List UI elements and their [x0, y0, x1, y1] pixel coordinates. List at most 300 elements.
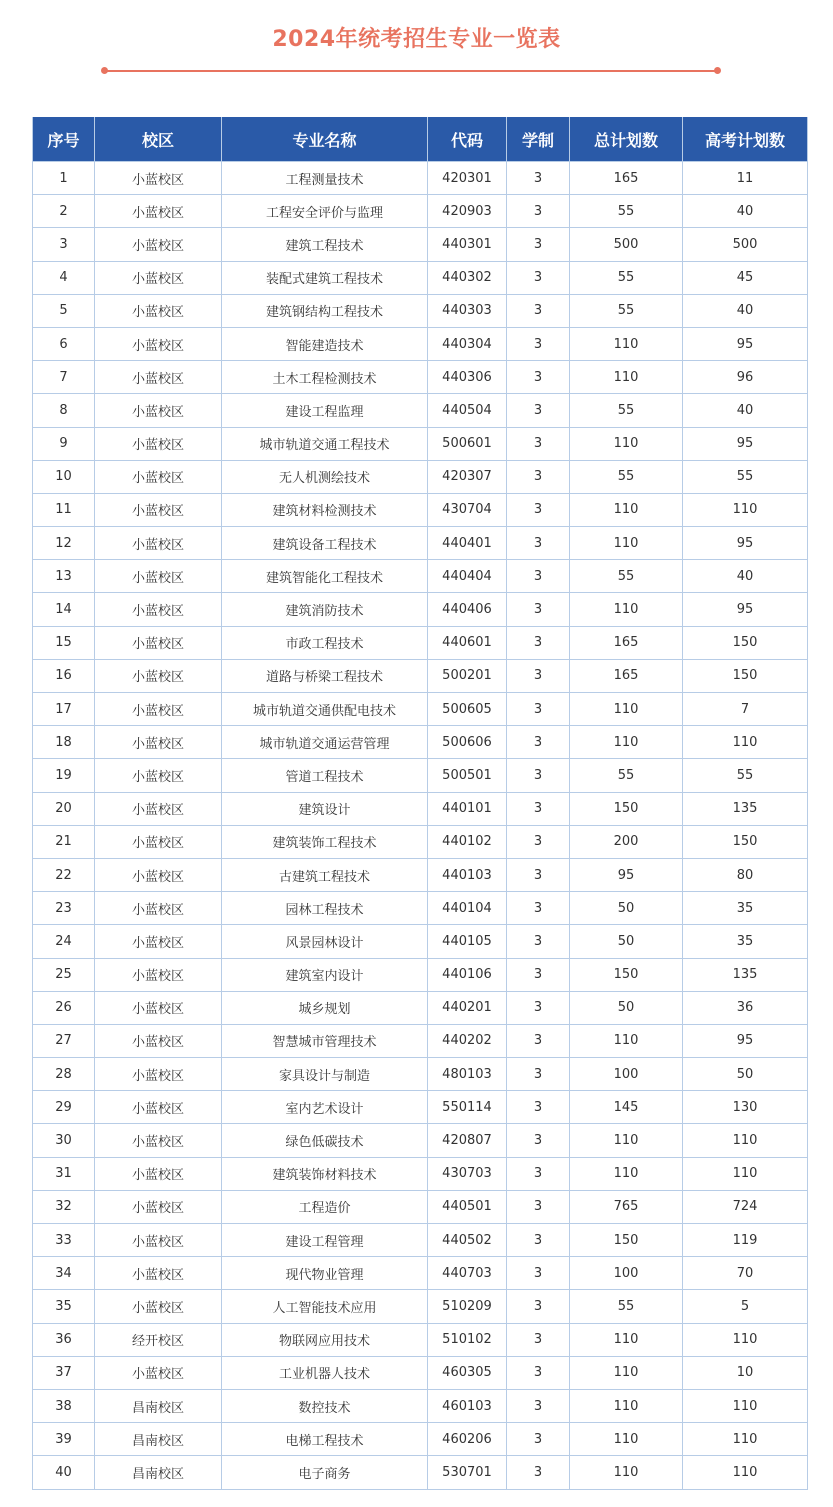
enrollment-table-container	[32, 117, 800, 1490]
cell-major: 工程测量技术	[222, 162, 428, 195]
cell-index: 21	[33, 825, 95, 858]
cell-campus: 小蓝校区	[95, 427, 222, 460]
cell-total-plan: 55	[570, 1290, 683, 1323]
cell-years: 3	[507, 294, 570, 327]
cell-gaokao-plan: 110	[683, 1389, 808, 1422]
cell-code: 530701	[428, 1456, 507, 1489]
cell-major: 管道工程技术	[222, 759, 428, 792]
cell-years: 3	[507, 560, 570, 593]
cell-years: 3	[507, 1091, 570, 1124]
cell-gaokao-plan: 5	[683, 1290, 808, 1323]
cell-total-plan: 150	[570, 958, 683, 991]
cell-code: 440406	[428, 593, 507, 626]
cell-gaokao-plan: 95	[683, 593, 808, 626]
cell-campus: 小蓝校区	[95, 493, 222, 526]
cell-total-plan: 110	[570, 493, 683, 526]
cell-code: 460103	[428, 1389, 507, 1422]
header-index: 序号	[33, 117, 95, 162]
table-row	[33, 1257, 808, 1290]
header-total-plan: 总计划数	[570, 117, 683, 162]
cell-index: 37	[33, 1356, 95, 1389]
cell-index: 9	[33, 427, 95, 460]
cell-gaokao-plan: 55	[683, 460, 808, 493]
cell-campus: 小蓝校区	[95, 792, 222, 825]
cell-campus: 小蓝校区	[95, 460, 222, 493]
cell-total-plan: 100	[570, 1257, 683, 1290]
cell-campus: 小蓝校区	[95, 991, 222, 1024]
cell-gaokao-plan: 10	[683, 1356, 808, 1389]
table-row	[33, 858, 808, 891]
cell-index: 31	[33, 1157, 95, 1190]
table-row	[33, 593, 808, 626]
cell-total-plan: 50	[570, 892, 683, 925]
cell-years: 3	[507, 1224, 570, 1257]
cell-years: 3	[507, 925, 570, 958]
cell-code: 500601	[428, 427, 507, 460]
table-row	[33, 1290, 808, 1323]
table-row	[33, 1024, 808, 1057]
cell-campus: 小蓝校区	[95, 1190, 222, 1223]
cell-years: 3	[507, 162, 570, 195]
cell-index: 2	[33, 195, 95, 228]
cell-total-plan: 110	[570, 427, 683, 460]
cell-major: 工程造价	[222, 1190, 428, 1223]
cell-gaokao-plan: 35	[683, 892, 808, 925]
cell-code: 550114	[428, 1091, 507, 1124]
cell-code: 480103	[428, 1058, 507, 1091]
cell-index: 10	[33, 460, 95, 493]
cell-index: 27	[33, 1024, 95, 1057]
cell-campus: 小蓝校区	[95, 1290, 222, 1323]
table-row	[33, 1190, 808, 1223]
cell-total-plan: 110	[570, 593, 683, 626]
cell-total-plan: 165	[570, 162, 683, 195]
cell-gaokao-plan: 110	[683, 1456, 808, 1489]
cell-years: 3	[507, 1157, 570, 1190]
cell-total-plan: 110	[570, 1456, 683, 1489]
table-row	[33, 991, 808, 1024]
table-row	[33, 195, 808, 228]
cell-major: 智能建造技术	[222, 327, 428, 360]
cell-code: 440304	[428, 327, 507, 360]
cell-gaokao-plan: 150	[683, 825, 808, 858]
table-row	[33, 626, 808, 659]
cell-gaokao-plan: 50	[683, 1058, 808, 1091]
table-row	[33, 1091, 808, 1124]
table-row	[33, 527, 808, 560]
cell-major: 智慧城市管理技术	[222, 1024, 428, 1057]
cell-major: 电子商务	[222, 1456, 428, 1489]
cell-index: 15	[33, 626, 95, 659]
cell-code: 500201	[428, 659, 507, 692]
cell-total-plan: 55	[570, 394, 683, 427]
cell-gaokao-plan: 40	[683, 294, 808, 327]
cell-campus: 昌南校区	[95, 1423, 222, 1456]
header-years: 学制	[507, 117, 570, 162]
cell-index: 29	[33, 1091, 95, 1124]
cell-campus: 小蓝校区	[95, 1224, 222, 1257]
cell-code: 440501	[428, 1190, 507, 1223]
cell-gaokao-plan: 110	[683, 1157, 808, 1190]
cell-total-plan: 110	[570, 361, 683, 394]
cell-code: 500605	[428, 693, 507, 726]
cell-major: 市政工程技术	[222, 626, 428, 659]
cell-total-plan: 165	[570, 626, 683, 659]
cell-total-plan: 110	[570, 1024, 683, 1057]
cell-code: 440404	[428, 560, 507, 593]
header-code: 代码	[428, 117, 507, 162]
cell-major: 城市轨道交通运营管理	[222, 726, 428, 759]
cell-campus: 小蓝校区	[95, 1157, 222, 1190]
cell-index: 25	[33, 958, 95, 991]
table-row	[33, 1356, 808, 1389]
cell-total-plan: 55	[570, 195, 683, 228]
cell-gaokao-plan: 150	[683, 626, 808, 659]
cell-campus: 小蓝校区	[95, 261, 222, 294]
cell-index: 14	[33, 593, 95, 626]
table-row	[33, 1224, 808, 1257]
cell-major: 建筑消防技术	[222, 593, 428, 626]
cell-code: 460305	[428, 1356, 507, 1389]
table-row	[33, 892, 808, 925]
table-row	[33, 1389, 808, 1422]
cell-gaokao-plan: 135	[683, 958, 808, 991]
cell-campus: 小蓝校区	[95, 693, 222, 726]
cell-gaokao-plan: 724	[683, 1190, 808, 1223]
cell-code: 440105	[428, 925, 507, 958]
cell-years: 3	[507, 195, 570, 228]
cell-index: 35	[33, 1290, 95, 1323]
cell-gaokao-plan: 40	[683, 394, 808, 427]
cell-major: 工程安全评价与监理	[222, 195, 428, 228]
cell-total-plan: 150	[570, 1224, 683, 1257]
cell-years: 3	[507, 1058, 570, 1091]
title-divider	[104, 70, 718, 72]
cell-total-plan: 50	[570, 991, 683, 1024]
cell-years: 3	[507, 460, 570, 493]
cell-total-plan: 110	[570, 726, 683, 759]
cell-gaokao-plan: 110	[683, 726, 808, 759]
cell-code: 440201	[428, 991, 507, 1024]
cell-years: 3	[507, 493, 570, 526]
cell-years: 3	[507, 427, 570, 460]
cell-index: 5	[33, 294, 95, 327]
cell-campus: 小蓝校区	[95, 1257, 222, 1290]
cell-gaokao-plan: 95	[683, 1024, 808, 1057]
cell-campus: 小蓝校区	[95, 162, 222, 195]
cell-gaokao-plan: 40	[683, 560, 808, 593]
cell-code: 440302	[428, 261, 507, 294]
table-row	[33, 493, 808, 526]
cell-code: 500606	[428, 726, 507, 759]
cell-code: 440303	[428, 294, 507, 327]
table-row	[33, 925, 808, 958]
cell-code: 440601	[428, 626, 507, 659]
cell-campus: 小蓝校区	[95, 958, 222, 991]
cell-index: 39	[33, 1423, 95, 1456]
cell-major: 电梯工程技术	[222, 1423, 428, 1456]
cell-code: 440102	[428, 825, 507, 858]
cell-years: 3	[507, 1124, 570, 1157]
cell-major: 城市轨道交通供配电技术	[222, 693, 428, 726]
cell-index: 40	[33, 1456, 95, 1489]
cell-code: 440504	[428, 394, 507, 427]
cell-total-plan: 55	[570, 261, 683, 294]
cell-years: 3	[507, 892, 570, 925]
cell-gaokao-plan: 150	[683, 659, 808, 692]
cell-index: 33	[33, 1224, 95, 1257]
cell-major: 建筑工程技术	[222, 228, 428, 261]
cell-code: 510209	[428, 1290, 507, 1323]
table-row	[33, 427, 808, 460]
table-row	[33, 1423, 808, 1456]
cell-campus: 小蓝校区	[95, 626, 222, 659]
cell-major: 建筑智能化工程技术	[222, 560, 428, 593]
cell-campus: 小蓝校区	[95, 560, 222, 593]
cell-years: 3	[507, 958, 570, 991]
cell-years: 3	[507, 1423, 570, 1456]
cell-total-plan: 110	[570, 327, 683, 360]
cell-gaokao-plan: 95	[683, 527, 808, 560]
cell-major: 工业机器人技术	[222, 1356, 428, 1389]
cell-major: 建筑钢结构工程技术	[222, 294, 428, 327]
cell-index: 1	[33, 162, 95, 195]
table-row	[33, 693, 808, 726]
cell-code: 420903	[428, 195, 507, 228]
table-row	[33, 1456, 808, 1489]
table-row	[33, 659, 808, 692]
cell-code: 500501	[428, 759, 507, 792]
cell-code: 420301	[428, 162, 507, 195]
cell-index: 32	[33, 1190, 95, 1223]
cell-campus: 经开校区	[95, 1323, 222, 1356]
cell-campus: 小蓝校区	[95, 527, 222, 560]
cell-index: 17	[33, 693, 95, 726]
cell-major: 建筑设备工程技术	[222, 527, 428, 560]
cell-campus: 小蓝校区	[95, 593, 222, 626]
cell-gaokao-plan: 110	[683, 493, 808, 526]
cell-campus: 小蓝校区	[95, 726, 222, 759]
cell-index: 24	[33, 925, 95, 958]
table-row	[33, 294, 808, 327]
table-row	[33, 228, 808, 261]
table-body	[33, 162, 808, 1490]
cell-major: 园林工程技术	[222, 892, 428, 925]
cell-gaokao-plan: 110	[683, 1323, 808, 1356]
cell-total-plan: 50	[570, 925, 683, 958]
cell-code: 440401	[428, 527, 507, 560]
cell-total-plan: 55	[570, 759, 683, 792]
cell-years: 3	[507, 228, 570, 261]
cell-gaokao-plan: 55	[683, 759, 808, 792]
cell-code: 460206	[428, 1423, 507, 1456]
cell-years: 3	[507, 527, 570, 560]
cell-years: 3	[507, 1290, 570, 1323]
cell-index: 28	[33, 1058, 95, 1091]
cell-major: 物联网应用技术	[222, 1323, 428, 1356]
cell-major: 风景园林设计	[222, 925, 428, 958]
cell-gaokao-plan: 119	[683, 1224, 808, 1257]
cell-index: 16	[33, 659, 95, 692]
table-row	[33, 759, 808, 792]
table-row	[33, 958, 808, 991]
cell-total-plan: 500	[570, 228, 683, 261]
cell-major: 建设工程监理	[222, 394, 428, 427]
cell-total-plan: 110	[570, 1356, 683, 1389]
cell-years: 3	[507, 1190, 570, 1223]
cell-campus: 小蓝校区	[95, 195, 222, 228]
divider-dot-left	[101, 67, 108, 74]
cell-index: 11	[33, 493, 95, 526]
cell-major: 无人机测绘技术	[222, 460, 428, 493]
table-row	[33, 1323, 808, 1356]
cell-major: 土木工程检测技术	[222, 361, 428, 394]
cell-campus: 小蓝校区	[95, 394, 222, 427]
cell-code: 430703	[428, 1157, 507, 1190]
cell-code: 430704	[428, 493, 507, 526]
cell-gaokao-plan: 130	[683, 1091, 808, 1124]
header-gaokao-plan: 高考计划数	[683, 117, 808, 162]
cell-code: 420807	[428, 1124, 507, 1157]
cell-gaokao-plan: 7	[683, 693, 808, 726]
cell-gaokao-plan: 96	[683, 361, 808, 394]
cell-campus: 小蓝校区	[95, 1091, 222, 1124]
cell-index: 38	[33, 1389, 95, 1422]
cell-total-plan: 765	[570, 1190, 683, 1223]
cell-gaokao-plan: 500	[683, 228, 808, 261]
cell-index: 19	[33, 759, 95, 792]
table-row	[33, 460, 808, 493]
cell-total-plan: 165	[570, 659, 683, 692]
cell-total-plan: 95	[570, 858, 683, 891]
cell-index: 30	[33, 1124, 95, 1157]
cell-major: 建筑材料检测技术	[222, 493, 428, 526]
cell-years: 3	[507, 759, 570, 792]
cell-years: 3	[507, 858, 570, 891]
cell-code: 440103	[428, 858, 507, 891]
cell-years: 3	[507, 693, 570, 726]
cell-index: 12	[33, 527, 95, 560]
cell-total-plan: 110	[570, 1423, 683, 1456]
cell-years: 3	[507, 991, 570, 1024]
cell-years: 3	[507, 1024, 570, 1057]
table-header-row	[33, 117, 808, 162]
table-row	[33, 825, 808, 858]
cell-index: 7	[33, 361, 95, 394]
cell-gaokao-plan: 95	[683, 427, 808, 460]
cell-major: 古建筑工程技术	[222, 858, 428, 891]
cell-major: 城市轨道交通工程技术	[222, 427, 428, 460]
cell-gaokao-plan: 70	[683, 1257, 808, 1290]
cell-major: 建设工程管理	[222, 1224, 428, 1257]
cell-major: 现代物业管理	[222, 1257, 428, 1290]
cell-gaokao-plan: 11	[683, 162, 808, 195]
cell-years: 3	[507, 1389, 570, 1422]
cell-index: 8	[33, 394, 95, 427]
cell-index: 36	[33, 1323, 95, 1356]
cell-campus: 昌南校区	[95, 1456, 222, 1489]
cell-total-plan: 100	[570, 1058, 683, 1091]
cell-gaokao-plan: 110	[683, 1124, 808, 1157]
cell-code: 440106	[428, 958, 507, 991]
table-row	[33, 361, 808, 394]
cell-total-plan: 110	[570, 1323, 683, 1356]
cell-campus: 小蓝校区	[95, 228, 222, 261]
cell-gaokao-plan: 110	[683, 1423, 808, 1456]
cell-total-plan: 110	[570, 527, 683, 560]
enrollment-table	[32, 117, 808, 1490]
cell-years: 3	[507, 792, 570, 825]
cell-campus: 小蓝校区	[95, 1356, 222, 1389]
cell-campus: 小蓝校区	[95, 327, 222, 360]
cell-major: 建筑装饰工程技术	[222, 825, 428, 858]
cell-campus: 小蓝校区	[95, 825, 222, 858]
cell-campus: 小蓝校区	[95, 1058, 222, 1091]
table-row	[33, 1124, 808, 1157]
cell-years: 3	[507, 593, 570, 626]
cell-index: 26	[33, 991, 95, 1024]
page-title: 2024年统考招生专业一览表	[272, 27, 561, 52]
cell-code: 440101	[428, 792, 507, 825]
cell-total-plan: 55	[570, 294, 683, 327]
table-row	[33, 1058, 808, 1091]
table-row	[33, 394, 808, 427]
cell-index: 34	[33, 1257, 95, 1290]
cell-campus: 小蓝校区	[95, 1024, 222, 1057]
cell-index: 22	[33, 858, 95, 891]
cell-total-plan: 110	[570, 693, 683, 726]
cell-campus: 小蓝校区	[95, 361, 222, 394]
cell-years: 3	[507, 361, 570, 394]
cell-campus: 小蓝校区	[95, 294, 222, 327]
cell-years: 3	[507, 825, 570, 858]
table-row	[33, 327, 808, 360]
cell-code: 510102	[428, 1323, 507, 1356]
cell-total-plan: 110	[570, 1389, 683, 1422]
cell-gaokao-plan: 135	[683, 792, 808, 825]
table-row	[33, 261, 808, 294]
cell-index: 20	[33, 792, 95, 825]
cell-campus: 小蓝校区	[95, 1124, 222, 1157]
cell-total-plan: 200	[570, 825, 683, 858]
cell-index: 6	[33, 327, 95, 360]
table-row	[33, 792, 808, 825]
cell-years: 3	[507, 327, 570, 360]
cell-campus: 小蓝校区	[95, 892, 222, 925]
cell-index: 23	[33, 892, 95, 925]
table-row	[33, 162, 808, 195]
cell-campus: 小蓝校区	[95, 858, 222, 891]
cell-years: 3	[507, 261, 570, 294]
cell-years: 3	[507, 1257, 570, 1290]
table-row	[33, 560, 808, 593]
cell-major: 绿色低碳技术	[222, 1124, 428, 1157]
cell-code: 440301	[428, 228, 507, 261]
cell-major: 建筑设计	[222, 792, 428, 825]
cell-years: 3	[507, 394, 570, 427]
cell-major: 建筑装饰材料技术	[222, 1157, 428, 1190]
cell-code: 420307	[428, 460, 507, 493]
cell-years: 3	[507, 659, 570, 692]
cell-total-plan: 55	[570, 560, 683, 593]
cell-code: 440306	[428, 361, 507, 394]
cell-gaokao-plan: 36	[683, 991, 808, 1024]
cell-campus: 小蓝校区	[95, 659, 222, 692]
cell-years: 3	[507, 1456, 570, 1489]
cell-years: 3	[507, 1323, 570, 1356]
cell-code: 440502	[428, 1224, 507, 1257]
cell-total-plan: 110	[570, 1124, 683, 1157]
